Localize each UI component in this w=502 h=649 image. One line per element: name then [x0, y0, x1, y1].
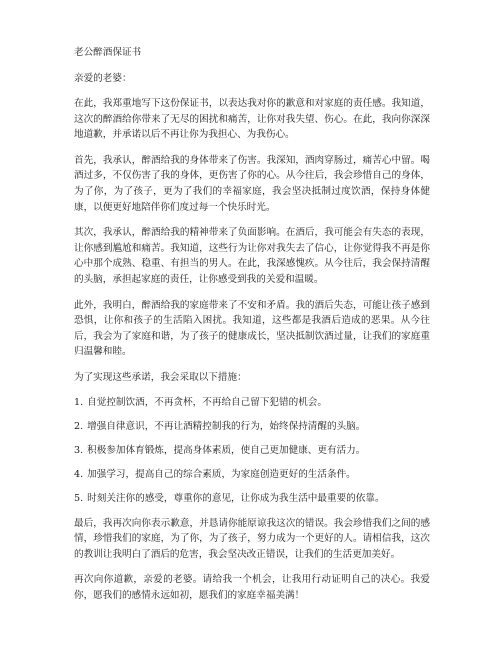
paragraph-apology: 最后，我再次向你表示歉意，并恳请你能原谅我这次的错误。我会珍惜我们之间的感情，珍惜我们的家庭，为了你，为了孩子，努力成为一个更好的人。请相信我，这次的教训让我明白了酒后的危害，我会坚决改正错误，让我们的生活更加美好。	[74, 517, 430, 560]
paragraph-family-effect: 此外，我明白，醉酒给我的家庭带来了不安和矛盾。我的酒后失态，可能让孩子感到恐惧，让你和孩子的生活陷入困扰。我知道，这些都是我酒后造成的恶果。从今往后，我会为了家庭和谐，为了孩子的健康成长，坚决抵制饮酒过量，让我们的家庭重归温馨和睦。	[74, 299, 430, 358]
paragraph-closing: 再次向你道歉，亲爱的老婆。请给我一个机会，让我用行动证明自己的决心。我爱你，愿我们的感情永远如初，愿我们的家庭幸福美满！	[74, 574, 430, 601]
list-item	[74, 396, 430, 410]
paragraph-intro: 在此，我郑重地写下这份保证书，以表达我对你的歉意和对家庭的责任感。我知道，这次的醉酒给你带来了无尽的困扰和痛苦，让你对我失望、伤心。在此，我向你深深地道歉，并承诺以后不再让你为我担心、为我伤心。	[74, 98, 430, 141]
list-item	[74, 468, 430, 482]
paragraph-mental-effect: 其次，我承认，醉酒给我的精神带来了负面影响。在酒后，我可能会有失态的表现，让你感到尴尬和痛苦。我知道，这些行为让你对我失去了信心，让你觉得我不再是你心中那个成熟、稳重、有担当的男人。在此，我深感愧疚。从今往后，我会保持清醒的头脑，承担起家庭的责任，让你感受到我的关爱和温暖。	[74, 227, 430, 285]
list-item-number: 4.	[74, 468, 84, 480]
paragraph-measures-intro: 为了实现这些承诺，我会采取以下措施：	[74, 371, 247, 383]
list-item-text: 增强自律意识，不再让酒精控制我的行为，始终保持清醒的头脑。	[87, 420, 366, 432]
list-item-number: 2.	[74, 420, 84, 432]
list-item	[74, 492, 430, 506]
document-page	[74, 46, 430, 613]
list-item-number: 5.	[74, 492, 84, 504]
salutation: 亲爱的老婆：	[74, 73, 132, 84]
list-item-text: 时刻关注你的感受，尊重你的意见，让你成为我生活中最重要的依靠。	[87, 492, 385, 504]
list-item-text: 积极参加体育锻炼，提高身体素质，使自己更加健康、更有活力。	[87, 444, 366, 456]
measures-list	[74, 396, 430, 506]
list-item-number: 3.	[74, 444, 84, 456]
document-title: 老公醉酒保证书	[74, 47, 142, 58]
list-item-number: 1.	[74, 396, 84, 408]
list-item-text: 自觉控制饮酒，不再贪杯，不再给自己留下犯错的机会。	[87, 396, 327, 408]
list-item-text: 加强学习，提高自己的综合素质，为家庭创造更好的生活条件。	[87, 468, 356, 480]
list-item	[74, 444, 430, 458]
list-item	[74, 420, 430, 434]
paragraph-physical-harm: 首先，我承认，醉酒给我的身体带来了伤害。我深知，酒肉穿肠过，痛苦心中留。喝酒过多，不仅伤害了我的身体，更伤害了你的心。从今往后，我会珍惜自己的身体，为了你，为了孩子，更为了我们的幸福家庭，我会坚决抵制过度饮酒，保持身体健康，以便更好地陪伴你们度过每一个快乐时光。	[74, 154, 430, 213]
